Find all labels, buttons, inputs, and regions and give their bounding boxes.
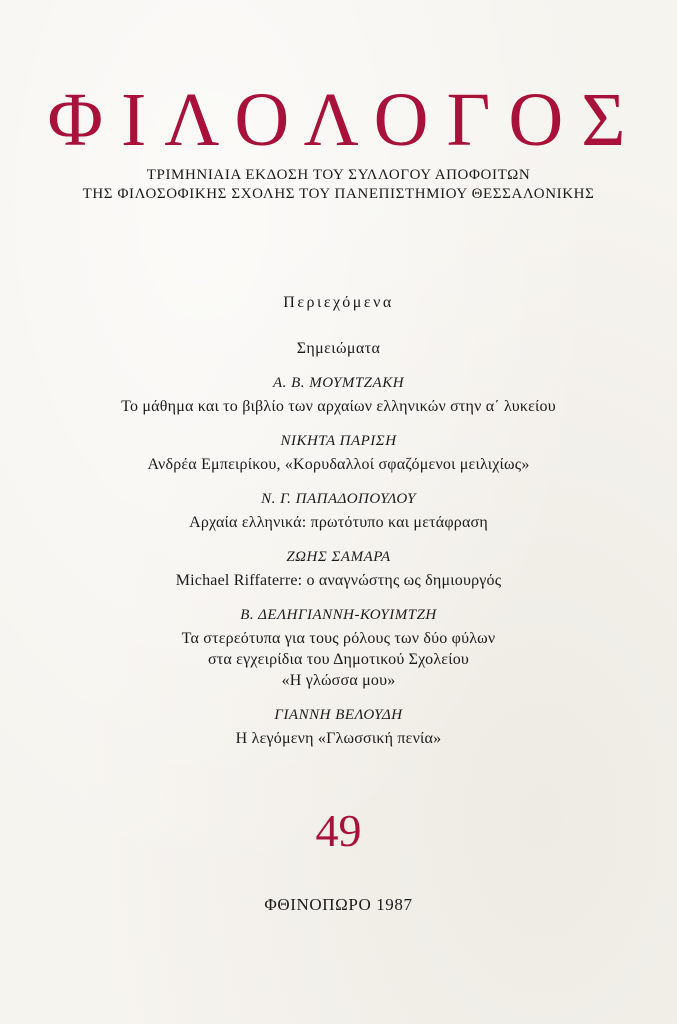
article-title-line-1: Τα στερεότυπα για τους ρόλους των δύο φύλων bbox=[181, 630, 496, 647]
article-title: Ανδρέα Εμπειρίκου, «Κορυδαλλοί σφαζόμενοι μειλιχίως» bbox=[147, 456, 530, 473]
article-title: Αρχαία ελληνικά: πρωτότυπο και μετάφραση bbox=[189, 514, 488, 531]
article-author: ΓΙΑΝΝΗ ΒΕΛΟΥΔΗ bbox=[274, 707, 403, 723]
article-entry bbox=[0, 489, 677, 533]
section-heading: Σημειώματα bbox=[296, 340, 381, 357]
article-author: Α. Β. ΜΟΥΜΤΖΑΚΗ bbox=[272, 375, 405, 391]
article-title-line-2: στα εγχειρίδια του Δημοτικού Σχολείου bbox=[207, 651, 470, 668]
article-author: Ν. Γ. ΠΑΠΑΔΟΠΟΥΛΟΥ bbox=[261, 491, 416, 507]
article-entry bbox=[0, 605, 677, 691]
article-author: ΖΩΗΣ ΣΑΜΑΡΑ bbox=[286, 549, 391, 565]
subtitle-line-1: ΤΡΙΜΗΝΙΑΙΑ ΕΚΔΟΣΗ ΤΟΥ ΣΥΛΛΟΓΟΥ ΑΠΟΦΟΙΤΩΝ bbox=[146, 167, 531, 183]
article-author: ΝΙΚΗΤΑ ΠΑΡΙΣΗ bbox=[280, 433, 397, 449]
article-entry bbox=[0, 373, 677, 417]
contents-heading: Περιεχόμενα bbox=[283, 294, 394, 311]
article-title: Το μάθημα και το βιβλίο των αρχαίων ελληνικών στην α΄ λυκείου bbox=[121, 398, 556, 415]
article-title: Η λεγόμενη «Γλωσσική πενία» bbox=[235, 730, 442, 747]
article-entry bbox=[0, 705, 677, 749]
masthead bbox=[0, 80, 677, 204]
article-title-line-3: «Η γλώσσα μου» bbox=[281, 672, 396, 689]
journal-title: ΦΙΛΟΛΟΓΟΣ bbox=[47, 78, 644, 162]
table-of-contents bbox=[0, 293, 677, 749]
article-author: Β. ΔΕΛΗΓΙΑΝΝΗ-ΚΟΥΙΜΤΖΗ bbox=[240, 607, 437, 623]
article-title: Michael Riffaterre: ο αναγνώστης ως δημιουργός bbox=[175, 572, 502, 589]
issue-number: 49 bbox=[315, 805, 362, 856]
issue-date: ΦΘΙΝΟΠΩΡΟ 1987 bbox=[264, 895, 413, 914]
article-entry bbox=[0, 547, 677, 591]
article-entry bbox=[0, 431, 677, 475]
subtitle-line-2: ΤΗΣ ΦΙΛΟΣΟΦΙΚΗΣ ΣΧΟΛΗΣ ΤΟΥ ΠΑΝΕΠΙΣΤΗΜΙΟΥ ΘΕΣΣΑΛΟΝΙΚΗΣ bbox=[82, 186, 595, 202]
